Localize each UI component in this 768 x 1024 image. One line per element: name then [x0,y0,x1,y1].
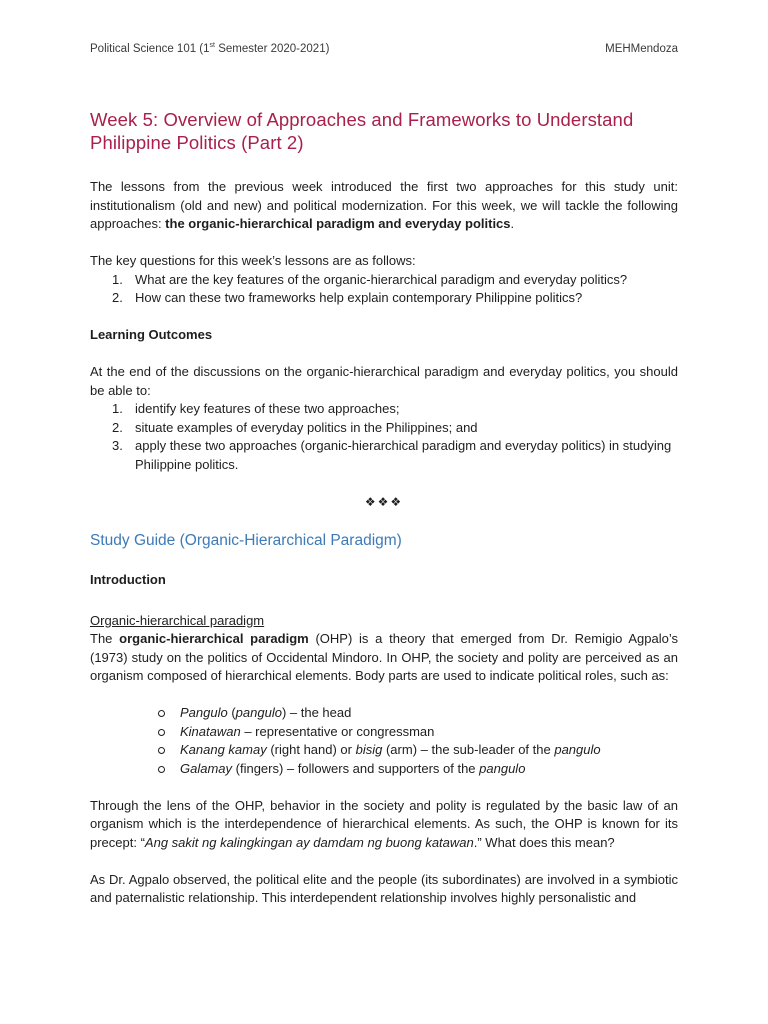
introduction-heading: Introduction [90,572,166,587]
learning-outcomes-list [90,400,678,474]
learning-outcomes-lead: At the end of the discussions on the organic-hierarchical paradigm and everyday politics, you should be able to: [90,364,678,398]
study-guide-heading: Study Guide (Organic-Hierarchical Paradigm) [90,532,402,549]
course-label: Political Science 101 (1st Semester 2020-2021) [90,42,330,55]
list-item: Kinatawan – representative or congressman [90,723,678,742]
list-item: 1. identify key features of these two approaches; [112,401,400,416]
roles-list [90,704,678,778]
circle-bullet-icon [158,766,165,773]
ohp-lens-paragraph: Through the lens of the OHP, behavior in the society and polity is regulated by the basic law of an organism which is the interdependence of hierarchical elements. As such, the OHP is known for its precept: “Ang sakit ng kalingkingan ay damdam ng buong katawan.” What does this mean? [90,797,678,850]
learning-outcomes-heading: Learning Outcomes [90,327,213,342]
circle-bullet-icon [158,710,165,717]
topic-heading: Organic-hierarchical paradigm [90,612,265,628]
author-label: MEHMendoza [605,43,678,55]
list-item: Pangulo (pangulo) – the head [90,704,678,723]
list-item: 2. situate examples of everyday politics in the Philippines; and [112,419,478,435]
list-item: 2. How can these two frameworks help explain contemporary Philippine politics? [112,290,583,305]
section-divider: ❖❖❖ [364,494,404,509]
list-item: 1. What are the key features of the organic-hierarchical paradigm and everyday politics? [112,271,628,287]
key-questions-list [90,271,678,308]
document-body [90,108,678,908]
list-item: 3. apply these two approaches (organic-hierarchical paradigm and everyday politics) in studying Philippine politics. [112,438,672,472]
page-title: Week 5: Overview of Approaches and Frameworks to Understand Philippine Politics (Part 2) [90,109,634,153]
ohp-paragraph: The organic-hierarchical paradigm (OHP) is a theory that emerged from Dr. Remigio Agpalo’s (1973) study on the politics of Occidental Mindoro. In OHP, the society and polity are perceived as an organism composed of hierarchical elements. Body parts are used to indicate political roles, such as: [90,631,678,683]
list-item: Kanang kamay (right hand) or bisig (arm) – the sub-leader of the pangulo [90,741,678,760]
agpalo-paragraph: As Dr. Agpalo observed, the political elite and the people (its subordinates) are involved in a symbiotic and paternalistic relationship. This interdependent relationship involves highly personalistic and [90,871,678,905]
list-item: Galamay (fingers) – followers and supporters of the pangulo [90,760,678,779]
circle-bullet-icon [158,747,165,754]
circle-bullet-icon [158,729,165,736]
intro-paragraph: The lessons from the previous week introduced the first two approaches for this study unit: institutionalism (old and new) and political modernization. For this week, we will tackle the following approaches: the organic-hierarchical paradigm and everyday politics. [90,179,678,231]
key-questions-lead: The key questions for this week’s lessons are as follows: [90,253,416,268]
